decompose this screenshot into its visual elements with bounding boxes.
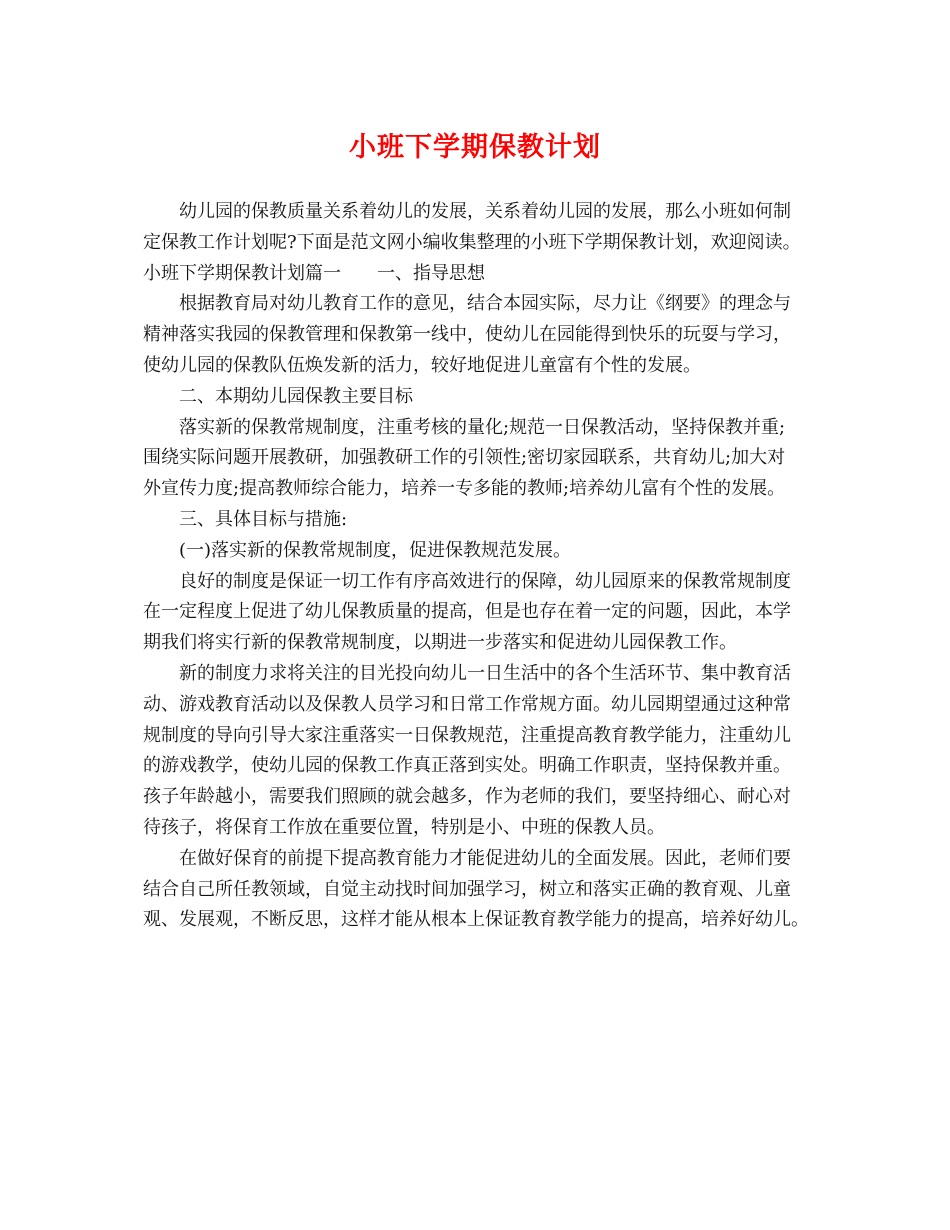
- paragraph-line: 精神落实我园的保教管理和保教第一线中，使幼儿在园能得到快乐的玩耍与学习，: [143, 324, 791, 346]
- paragraph-line: 规制度的导向引导大家注重落实一日保教规范，注重提高教育教学能力，注重幼儿: [143, 724, 791, 746]
- paragraph-line: 结合自己所任教领域，自觉主动找时间加强学习，树立和落实正确的教育观、儿童: [143, 878, 791, 900]
- subsection-heading: 二、本期幼儿园保教主要目标: [179, 385, 413, 407]
- paragraph-line: 期我们将实行新的保教常规制度，以期进一步落实和促进幼儿园保教工作。: [143, 632, 737, 654]
- paragraph-line: 根据教育局对幼儿教育工作的意见，结合本园实际，尽力让《纲要》的理念与: [179, 293, 791, 315]
- document-body: [143, 197, 823, 936]
- paragraph-line: 外宣传力度;提高教师综合能力，培养一专多能的教师;培养幼儿富有个性的发展。: [143, 478, 786, 500]
- paragraph-line: 的游戏教学，使幼儿园的保教工作真正落到实处。明确工作职责，坚持保教并重。: [143, 755, 791, 777]
- paragraph-line: 观、发展观，不断反思，这样才能从根本上保证教育教学能力的提高，培养好幼儿。: [143, 909, 809, 931]
- paragraph-line: 良好的制度是保证一切工作有序高效进行的保障，幼儿园原来的保教常规制度: [179, 570, 791, 592]
- paragraph-line: 幼儿园的保教质量关系着幼儿的发展，关系着幼儿园的发展，那么小班如何制: [179, 201, 791, 222]
- subsection-heading: (一)落实新的保教常规制度，促进保教规范发展。: [179, 539, 572, 561]
- subsection-heading: 一、指导思想: [377, 262, 485, 284]
- paragraph-line: 定保教工作计划呢?下面是范文网小编收集整理的小班下学期保教计划，欢迎阅读。: [143, 231, 801, 253]
- section-heading-line: [143, 259, 823, 290]
- paragraph-line: 孩子年龄越小，需要我们照顾的就会越多，作为老师的我们，要坚持细心、耐心对: [143, 786, 791, 808]
- paragraph-line: 在一定程度上促进了幼儿保教质量的提高，但是也存在着一定的问题，因此，本学: [143, 601, 791, 623]
- document-title: 小班下学期保教计划: [349, 132, 601, 163]
- paragraph-line: 使幼儿园的保教队伍焕发新的活力，较好地促进儿童富有个性的发展。: [143, 354, 701, 376]
- paragraph-line: 动、游戏教育活动以及保教人员学习和日常工作常规方面。幼儿园期望通过这种常: [143, 693, 791, 715]
- subsection-heading: 三、具体目标与措施:: [179, 508, 348, 530]
- section-heading-label: 小班下学期保教计划篇一: [143, 262, 341, 284]
- paragraph-line: 在做好保育的前提下提高教育能力才能促进幼儿的全面发展。因此，老师们要: [179, 847, 791, 869]
- paragraph-line: 围绕实际问题开展教研，加强教研工作的引领性;密切家园联系，共育幼儿;加大对: [143, 447, 786, 469]
- paragraph-line: 落实新的保教常规制度，注重考核的量化;规范一日保教活动，坚持保教并重;: [179, 416, 786, 438]
- paragraph-line: 待孩子，将保育工作放在重要位置，特别是小、中班的保教人员。: [143, 816, 665, 838]
- paragraph-line: 新的制度力求将关注的目光投向幼儿一日生活中的各个生活环节、集中教育活: [179, 662, 791, 684]
